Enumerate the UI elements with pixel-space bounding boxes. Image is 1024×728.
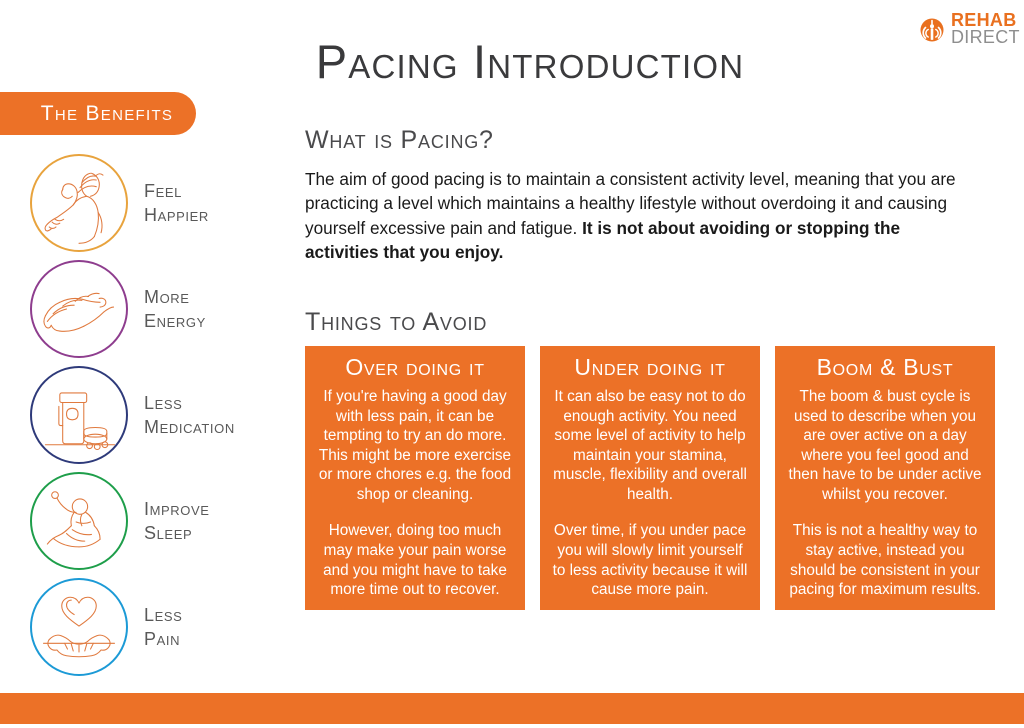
logo-rehab-text: REHAB <box>951 9 1017 30</box>
benefit-label-line1: More <box>144 286 190 307</box>
benefit-label-line1: Less <box>144 604 183 625</box>
list-item-label <box>144 497 210 546</box>
benefit-label-line2: Pain <box>144 629 181 649</box>
list-item <box>30 574 295 680</box>
logo-direct-text: DIRECT <box>951 27 1020 47</box>
benefit-label-line1: Improve <box>144 498 210 519</box>
list-item <box>30 150 295 256</box>
benefit-label-line1: Less <box>144 392 183 413</box>
page-title: Pacing Introduction <box>315 35 745 88</box>
list-item <box>30 362 295 468</box>
intro-regular-text: The aim of good pacing is to maintain a consistent activity level, meaning that you are practicing a level which maintains a healthy lifestyle without overdoing it and causing yourself excessive pain and fatigue. <box>305 169 956 238</box>
avoid-card-over-doing-it <box>305 346 525 610</box>
card-paragraph-1: The boom & bust cycle is used to describe when you are over active on a day where you feel good and then have to be under active whilst you recover. <box>788 388 982 503</box>
person-resting-icon <box>30 472 128 570</box>
intro-bold-text: It is not about avoiding or stopping the activities that you enjoy. <box>305 217 901 263</box>
benefits-list <box>30 150 295 680</box>
pill-jar-icon <box>30 366 128 464</box>
card-paragraph-2: However, doing too much may make your pain worse and you might have to take more time out to recover. <box>323 522 507 599</box>
avoid-cards-row <box>305 346 995 610</box>
heart-in-hands-icon <box>30 578 128 676</box>
card-paragraph-1: If you're having a good day with less pain, it can be tempting to try an do more. This might be more exercise or more chores e.g. the food shop or cleaning. <box>318 388 512 503</box>
benefit-label-line2: Sleep <box>144 523 193 543</box>
logo-wordmark <box>951 9 1020 47</box>
what-is-pacing-heading: What is Pacing? <box>305 126 494 154</box>
card-title: Under doing it <box>574 354 726 380</box>
list-item-label <box>144 391 235 440</box>
list-item-label <box>144 285 206 334</box>
benefits-pill-banner <box>0 92 196 135</box>
footer-bar <box>0 693 1024 724</box>
woman-stretching-icon <box>30 154 128 252</box>
card-paragraph-2: Over time, if you under pace you will slowly limit yourself to less activity because it will cause more pain. <box>552 522 748 599</box>
benefit-label-line2: Medication <box>144 417 235 437</box>
list-item-label <box>144 603 182 652</box>
card-title: Boom & Bust <box>816 354 954 380</box>
things-to-avoid-heading: Things to Avoid <box>305 308 488 336</box>
card-title: Over doing it <box>345 354 485 380</box>
avoid-card-under-doing-it <box>540 346 760 610</box>
brand-logo <box>917 8 1020 50</box>
person-flying-leap-icon <box>30 260 128 358</box>
list-item <box>30 468 295 574</box>
rehab-person-circle-icon <box>917 14 947 44</box>
list-item-label <box>144 179 209 228</box>
benefits-pill-label: The Benefits <box>40 101 174 125</box>
avoid-card-boom-and-bust <box>775 346 995 610</box>
benefit-label-line1: Feel <box>144 180 182 201</box>
what-is-pacing-section <box>305 126 995 265</box>
card-paragraph-1: It can also be easy not to do enough activity. You need some level of activity to help maintain your stamina, muscle, flexibility and overall health. <box>553 388 747 503</box>
benefit-label-line2: Happier <box>144 205 209 225</box>
list-item <box>30 256 295 362</box>
card-paragraph-2: This is not a healthy way to stay active, instead you should be consistent in your pacing for maximum results. <box>789 522 981 599</box>
benefit-label-line2: Energy <box>144 311 206 331</box>
intro-paragraph <box>305 167 977 265</box>
